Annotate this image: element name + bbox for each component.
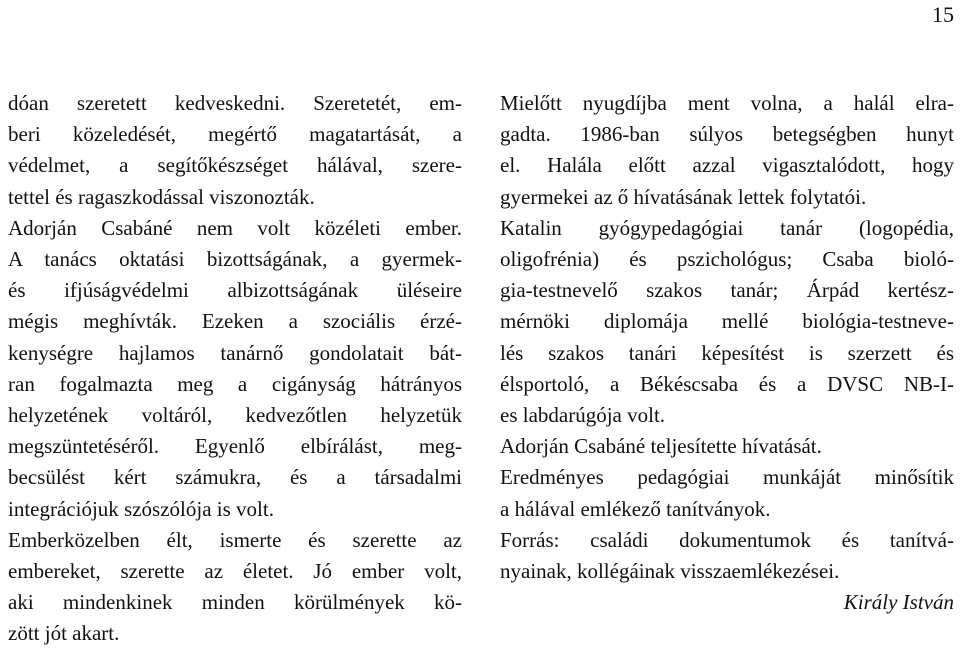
text-line: gyermekei az ő hívatásának lettek folytatói. (500, 184, 867, 209)
text-line: ran fogalmazta meg a cigányság hátrányos (8, 371, 462, 396)
page-number: 15 (932, 2, 954, 27)
text-line: gia-testnevelő szakos tanár; Árpád kertész- (500, 278, 954, 303)
author-signature: Király István (843, 590, 954, 615)
text-line: és ifjúságvédelmi albizottságának üléseire (8, 278, 462, 303)
text-line: kenységre hajlamos tanárnő gondolatait bát- (8, 340, 462, 365)
text-line: Katalin gyógypedagógiai tanár (logopédia, (500, 215, 954, 240)
text-line: megszüntetéséről. Egyenlő elbírálást, meg- (8, 434, 462, 459)
text-line: embereket, szerette az életet. Jó ember volt, (8, 559, 462, 584)
text-line: mégis meghívták. Ezeken a szociális érzé- (8, 309, 462, 334)
text-line: Emberközelben élt, ismerte és szerette az (8, 527, 462, 552)
text-line: es labdarúgója volt. (500, 403, 666, 428)
text-line: el. Halála előtt azzal vigasztalódott, hogy (500, 153, 954, 178)
text-line: Mielőtt nyugdíjba ment volna, a halál elra- (500, 91, 954, 115)
text-line: mérnöki diplomája mellé biológia-testneve- (500, 309, 954, 334)
text-line: Adorján Csabáné teljesítette hívatását. (500, 434, 822, 459)
text-line: védelmet, a segítőkészséget hálával, szere- (8, 153, 462, 178)
text-line: Forrás: családi dokumentumok és tanítvá- (500, 527, 954, 552)
text-line: beri közeledését, megértő magatartását, a (8, 122, 462, 147)
text-line: gadta. 1986-ban súlyos betegségben hunyt (500, 122, 954, 147)
left-column (8, 88, 462, 650)
text-line: tettel és ragaszkodással viszonozták. (8, 184, 315, 209)
text-line: A tanács oktatási bizottságának, a gyermek- (8, 247, 462, 272)
text-line: dóan szeretett kedveskedni. Szeretetét, em- (8, 91, 462, 115)
text-line: zött jót akart. (8, 621, 120, 646)
text-line: helyzetének voltáról, kedvezőtlen helyzetük (8, 403, 462, 428)
text-line: a hálával emlékező tanítványok. (500, 496, 771, 521)
right-column (500, 88, 954, 618)
text-line: nyainak, kollégáinak visszaemlékezései. (500, 559, 840, 584)
text-line: Eredményes pedagógiai munkáját minősítik (500, 465, 954, 490)
text-line: aki mindenkinek minden körülmények kö- (8, 590, 462, 615)
text-line: lés szakos tanári képesítést is szerzett és (500, 340, 954, 365)
text-line: Adorján Csabáné nem volt közéleti ember. (8, 215, 462, 240)
text-line: oligofrénia) és pszichológus; Csaba bioló- (500, 247, 954, 272)
text-line: integrációjuk szószólója is volt. (8, 496, 274, 521)
text-line: élsportoló, a Békéscsaba és a DVSC NB-I- (500, 371, 954, 396)
text-line: becsülést kért számukra, és a társadalmi (8, 465, 462, 490)
